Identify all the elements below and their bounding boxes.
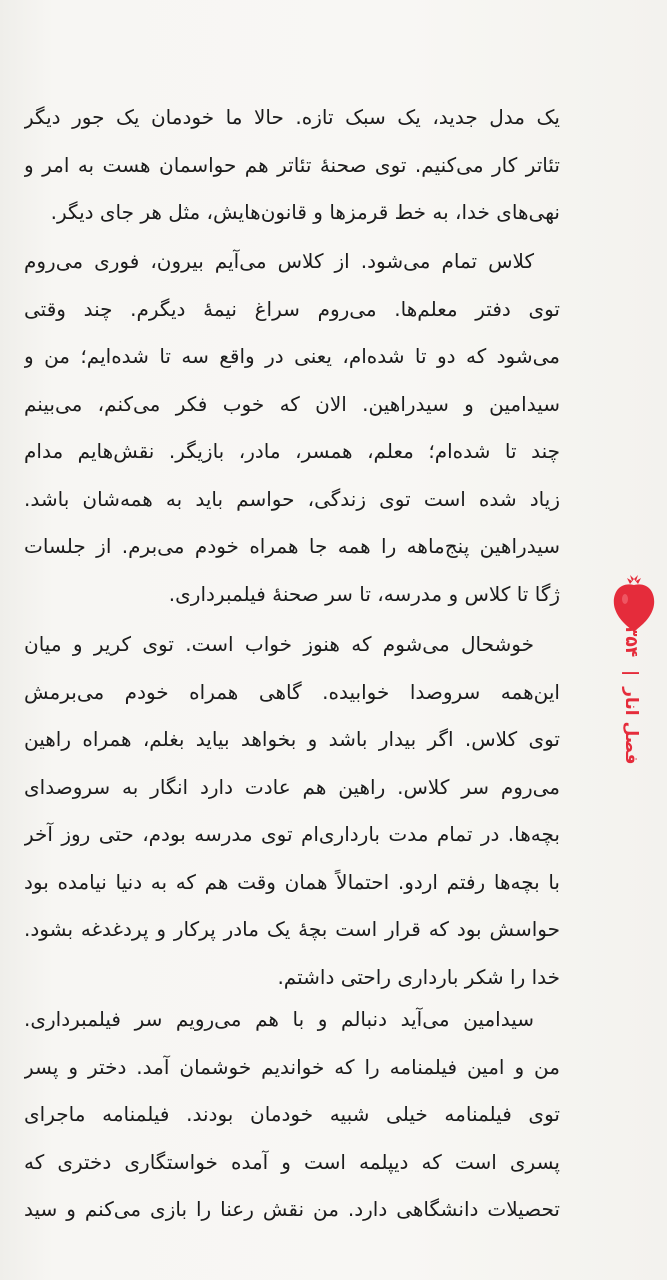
paragraph-1 xyxy=(24,94,560,237)
text-line: یک مدل جدید، یک سبک تازه. حالا ما خودمان یک جور دیگر xyxy=(24,105,560,129)
text-line: پسری است که دیپلمه است و آمده خواستگاری دختری که xyxy=(24,1149,560,1174)
text-line: سیدراهین پنج‌ماهه را همه جا همراه خودم می‌برم. از جلسات xyxy=(24,534,560,558)
text-line: سیدامین و سیدراهین. الان که خوب فکر می‌کنم، می‌بینم xyxy=(24,391,560,416)
text-line: این‌همه سروصدا خوابیده. گاهی همراه خودم می‌برمش xyxy=(24,679,560,704)
text-line: حواسش بود که قرار است بچهٔ یک مادر پرکار و پردغدغه بشود. xyxy=(24,917,560,941)
text-line: زیاد شده است توی زندگی، حواسم باید به همه‌شان باشد. xyxy=(24,486,560,511)
paragraph-2 xyxy=(24,238,560,618)
book-title-and-page xyxy=(617,626,645,765)
text-line: می‌شود که دو تا شده‌ام، یعنی در واقع سه تا شده‌ایم؛ من و xyxy=(24,344,560,368)
text-line: خوشحال می‌شوم که هنوز خواب است. توی کریر و میان xyxy=(24,632,534,656)
text-line: چند تا شده‌ام؛ معلم، همسر، مادر، بازیگر. نقش‌هایم مدام xyxy=(24,439,560,463)
text-line: ژگا تا کلاس و مدرسه، تا سر صحنهٔ فیلمبرداری. xyxy=(168,581,560,606)
text-line: کلاس تمام می‌شود. از کلاس می‌آیم بیرون، فوری می‌روم xyxy=(24,249,534,273)
text-line: تئاتر کار می‌کنیم. توی صحنهٔ تئاتر هم حواسمان هست به امر و xyxy=(24,152,560,177)
title-separator: | xyxy=(621,669,641,676)
text-line: خدا را شکر بارداری راحتی داشتم. xyxy=(277,964,560,989)
text-line: می‌روم سر کلاس. راهین هم عادت دارد انگار به سروصدای xyxy=(24,774,560,799)
pomegranate-icon xyxy=(611,575,657,633)
text-line: نهی‌های خدا، به خط قرمزها و قانون‌هایش، مثل هر جای دیگر. xyxy=(50,200,560,224)
paragraph-4 xyxy=(24,996,560,1234)
text-line: توی دفتر معلم‌ها. می‌روم سراغ نیمهٔ دیگرم. چند وقتی xyxy=(24,296,560,321)
text-line: تحصیلات دانشگاهی دارد. من نقش رعنا را بازی می‌کنم و سید xyxy=(24,1197,560,1221)
book-title: فصل انار xyxy=(621,687,641,765)
side-margin-header xyxy=(607,575,659,765)
text-line: توی فیلمنامه خیلی شبیه خودمان بودند. فیلمنامه ماجرای xyxy=(24,1102,560,1126)
text-line: من و امین فیلمنامه را که خواندیم خوشمان آمد. دختر و پسر xyxy=(24,1054,560,1079)
text-line: بچه‌ها. در تمام مدت بارداری‌ام توی مدرسه بودم، حتی روز آخر xyxy=(24,822,560,846)
text-line: سیدامین می‌آید دنبالم و با هم می‌رویم سر فیلمبرداری. xyxy=(24,1007,534,1031)
paragraph-3 xyxy=(24,621,560,1001)
page-number: ۳۵۴ xyxy=(621,626,641,658)
text-line: توی کلاس. اگر بیدار باشد و بخواهد بیاید بغلم، همراه راهین xyxy=(24,727,560,751)
text-line: با بچه‌ها رفتم اردو. احتمالاً همان وقت هم که به دنیا نیامده بود xyxy=(24,869,560,894)
